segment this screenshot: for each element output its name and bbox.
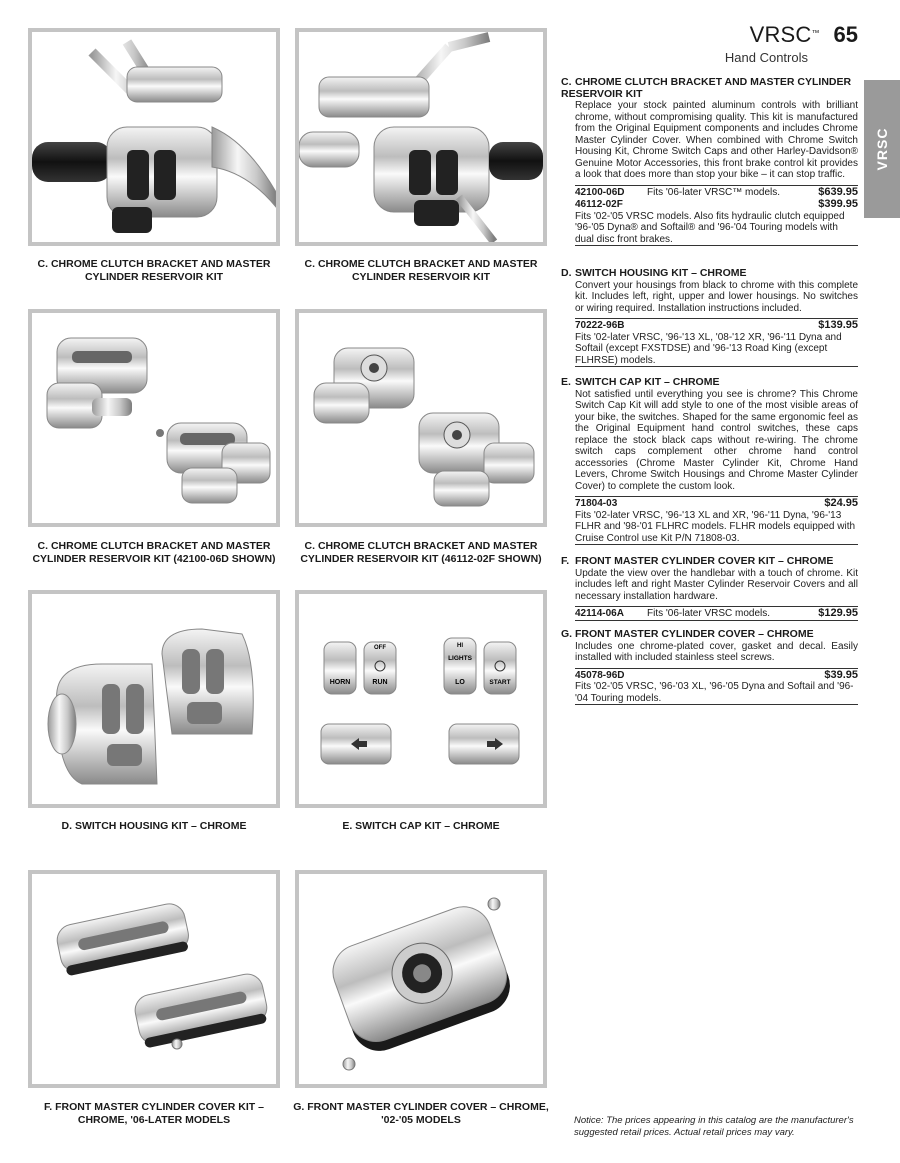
cap-label-start: START — [489, 679, 511, 686]
photo-switch-caps — [295, 590, 547, 808]
side-tab[interactable] — [864, 80, 900, 218]
entry-title: SWITCH HOUSING KIT – CHROME — [575, 267, 747, 279]
part-number: 71804-03 — [575, 498, 618, 509]
part-number: 45078-96D — [575, 669, 625, 681]
cap-label-horn: HORN — [329, 679, 351, 686]
caption-5: D. SWITCH HOUSING KIT – CHROME — [61, 820, 247, 832]
photo-clutch-kit-46112 — [295, 309, 547, 527]
entry-letter: E. — [561, 376, 571, 388]
side-tab-label: VRSC — [874, 127, 890, 171]
cap-label-hi: HI — [457, 643, 463, 649]
part-note: Fits '02-'05 VRSC, '96-'03 XL, '96-'05 Dyna and Softail and '96-'04 Touring models. — [575, 681, 854, 704]
cap-label-lo: LO — [455, 679, 465, 686]
caption-4: C. CHROME CLUTCH BRACKET AND MASTER CYLINDER RESERVOIR KIT (46112-02F SHOWN) — [300, 540, 542, 565]
entry-body: Includes one chrome-plated cover, gasket and decal. Easily installed with included stainless steel screws. — [575, 640, 858, 663]
part-price: $129.95 — [818, 607, 858, 619]
entry-title: CHROME CLUTCH BRACKET AND MASTER CYLINDER RESERVOIR KIT — [561, 76, 852, 100]
entry-c — [561, 77, 858, 246]
entry-body: Replace your stock painted aluminum controls with brilliant chrome, without compromising quality. This kit is manufactured from the Original Equipment components and includes Chrome Master Cylinder Cover. When combined with Chrome Switch Housing Kit, Chrome Switch Caps and other Harley-Davidson® Genuine Motor Accessories, this front brake control kit provides a look that does more than stop your bike – it can stop traffic. — [575, 100, 858, 180]
entry-body: Convert your housings from black to chrome with this complete kit. Includes left, right, upper and lower housings. No switches or wiring required. Installation instructions included. — [575, 279, 858, 314]
part-row — [575, 185, 858, 199]
entry-e — [561, 377, 858, 545]
part-note: Fits '02-'05 VRSC models. Also fits hydraulic clutch equipped '96-'05 Dyna® and Softail® and '96-'04 Touring models with dual disc front brakes. — [575, 210, 845, 245]
entry-letter: D. — [561, 267, 572, 279]
clutch-bracket-kit-icon — [299, 313, 543, 523]
photo-cylinder-cover-kit — [28, 870, 280, 1088]
cap-label-run: RUN — [372, 679, 388, 686]
entry-title: FRONT MASTER CYLINDER COVER KIT – CHROME — [575, 555, 834, 567]
part-fitment: Fits '06-later VRSC™ models. — [647, 186, 781, 198]
part-price: $24.95 — [824, 497, 858, 509]
caption-2: C. CHROME CLUTCH BRACKET AND MASTER CYLINDER RESERVOIR KIT — [304, 258, 538, 283]
photo-clutch-bracket-1 — [28, 28, 280, 246]
page-header — [750, 22, 858, 48]
price-notice: Notice: The prices appearing in this catalog are the manufacturer's suggested retail prices. Actual retail prices may vary. — [574, 1115, 854, 1138]
entry-body: Not satisfied until everything you see is chrome? This Chrome Switch Cap Kit will add style to one of the most visible areas of your bike, the switches. Shaped for the same ergonomic feel as the Original Equipment hand control switches, these caps replace the stock black caps without re-wiring. The chrome switch caps complement other chrome hand control accessories (Chrome Master Cylinder Kit, Chrome Hand Levers, Chrome Switch Housings and Chrome Master Cylinder Cover) to complete the custom look. — [575, 388, 858, 492]
part-number: 70222-96B — [575, 320, 625, 331]
section-title: VRSC — [749, 22, 812, 47]
part-row — [575, 668, 858, 705]
part-row — [575, 318, 858, 366]
part-number: 42100-06D — [575, 186, 625, 198]
caption-8: G. FRONT MASTER CYLINDER COVER – CHROME, '02-'05 MODELS — [293, 1101, 549, 1126]
entry-d — [561, 268, 858, 367]
entry-letter: F. — [561, 555, 570, 567]
cap-label-off: OFF — [374, 645, 386, 651]
page-number: 65 — [833, 22, 858, 47]
part-price: $639.95 — [818, 185, 858, 198]
part-row — [575, 496, 858, 544]
part-price: $399.95 — [818, 198, 858, 210]
entry-letter: G. — [561, 628, 573, 640]
part-number: 46112-02F — [575, 199, 623, 210]
entry-body: Update the view over the handlebar with a touch of chrome. Kit includes left and right Master Cylinder Reservoir Covers and all necessary installation hardware. — [575, 567, 858, 602]
part-row — [575, 606, 858, 620]
entry-title: FRONT MASTER CYLINDER COVER – CHROME — [575, 628, 814, 640]
switch-housing-icon — [32, 594, 276, 804]
part-fitment: Fits '06-later VRSC models. — [647, 608, 771, 619]
handlebar-controls-chrome-icon — [32, 32, 276, 242]
page-subtitle: Hand Controls — [724, 50, 808, 65]
handlebar-controls-chrome-icon — [299, 32, 543, 242]
cylinder-cover-kit-icon — [32, 874, 276, 1084]
entry-letter: C. — [561, 76, 572, 88]
trademark: ™ — [811, 28, 820, 38]
photo-cylinder-cover — [295, 870, 547, 1088]
entry-title: SWITCH CAP KIT – CHROME — [575, 376, 720, 388]
photo-clutch-bracket-2 — [295, 28, 547, 246]
entry-g — [561, 629, 858, 705]
caption-3: C. CHROME CLUTCH BRACKET AND MASTER CYLINDER RESERVOIR KIT (42100-06D SHOWN) — [32, 540, 276, 565]
clutch-bracket-kit-icon — [32, 313, 276, 523]
photo-switch-housing — [28, 590, 280, 808]
caption-6: E. SWITCH CAP KIT – CHROME — [342, 820, 500, 832]
part-row — [575, 198, 858, 245]
cap-label-lights: LIGHTS — [448, 655, 472, 662]
cylinder-cover-icon — [299, 874, 543, 1084]
entry-f — [561, 556, 858, 621]
caption-7: F. FRONT MASTER CYLINDER COVER KIT – CHROME, '06-LATER MODELS — [44, 1101, 264, 1126]
photo-clutch-kit-42100 — [28, 309, 280, 527]
part-note: Fits '02-later VRSC, '96-'13 XL and XR, '96-'11 Dyna, '96-'13 FLHR and '98-'01 FLHRC models. FLHR models equipped with Cruise Control use Kit P/N 71808-03. — [575, 509, 856, 544]
part-number: 42114-06A — [575, 608, 624, 619]
caption-1: C. CHROME CLUTCH BRACKET AND MASTER CYLINDER RESERVOIR KIT — [37, 258, 271, 283]
switch-caps-icon — [299, 594, 543, 804]
part-price: $139.95 — [818, 319, 858, 331]
part-note: Fits '02-later VRSC, '96-'13 XL, '08-'12 XR, '96-'11 Dyna and Softail (except FXSTDSE) and '96-'13 Road King (except FLHRSE) models. — [575, 331, 842, 366]
part-price: $39.95 — [824, 668, 858, 681]
